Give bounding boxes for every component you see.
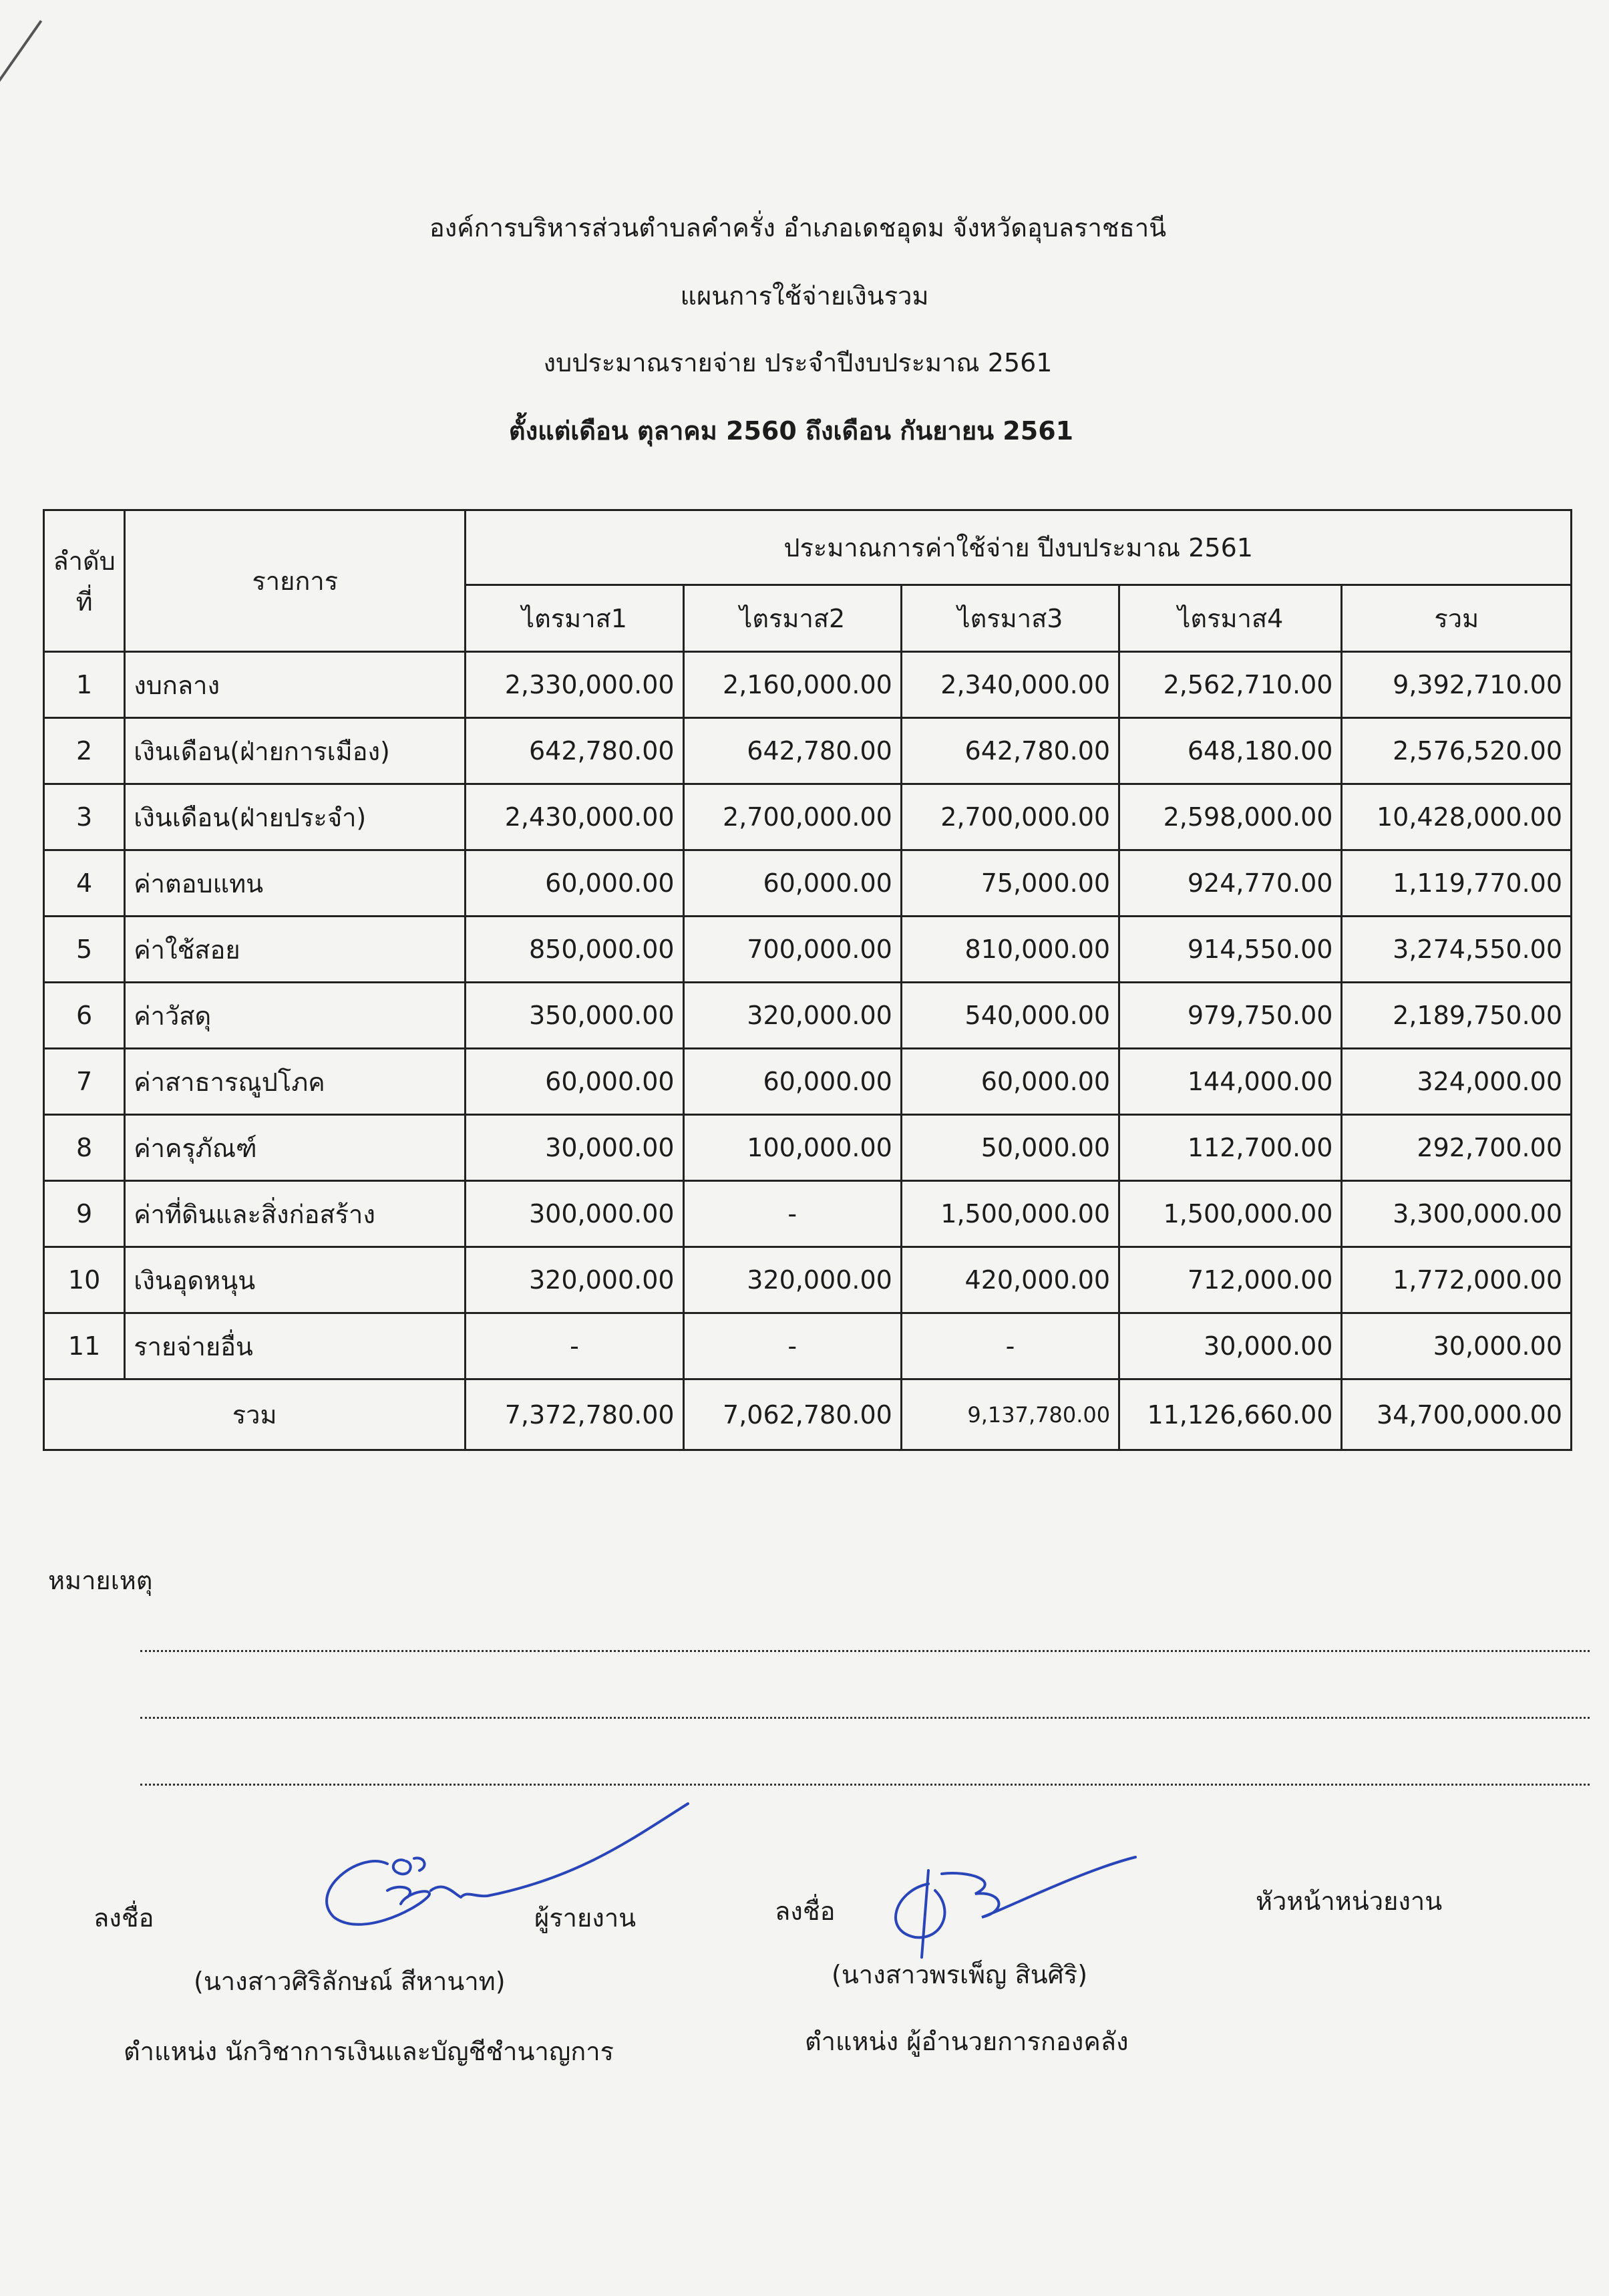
q3-cell: 540,000.00 xyxy=(901,983,1119,1049)
q1-cell: 60,000.00 xyxy=(466,1049,683,1115)
pen-mark xyxy=(0,20,42,81)
q1-cell: 642,780.00 xyxy=(466,718,683,784)
q3-cell: 2,340,000.00 xyxy=(901,652,1119,718)
row-number: 6 xyxy=(44,983,125,1049)
row-number: 9 xyxy=(44,1181,125,1247)
table-row xyxy=(44,1181,1572,1247)
total-cell: 292,700.00 xyxy=(1342,1115,1572,1181)
quarter-header: ไตรมาส3 xyxy=(901,585,1119,652)
q3-cell: - xyxy=(901,1313,1119,1379)
right-role: หัวหน้าหน่วยงาน xyxy=(1256,1887,1443,1916)
q4-cell: 648,180.00 xyxy=(1119,718,1342,784)
q1-cell: 60,000.00 xyxy=(466,850,683,917)
col-item-header: รายการ xyxy=(125,510,466,652)
total-cell: 10,428,000.00 xyxy=(1342,784,1572,850)
period-line: ตั้งแต่เดือน ตุลาคม 2560 ถึงเดือน กันยายน 2561 xyxy=(508,416,1074,446)
table-row xyxy=(44,983,1572,1049)
total-row xyxy=(44,1379,1572,1450)
q1-cell: - xyxy=(466,1313,683,1379)
total-cell: 3,300,000.00 xyxy=(1342,1181,1572,1247)
q4-cell: 712,000.00 xyxy=(1119,1247,1342,1313)
row-number: 11 xyxy=(44,1313,125,1379)
right-position: ตำแหน่ง ผู้อำนวยการกองคลัง xyxy=(805,2027,1129,2056)
row-item: เงินเดือน(ฝ่ายการเมือง) xyxy=(125,718,466,784)
q2-cell: 642,780.00 xyxy=(683,718,901,784)
total-cell: 9,392,710.00 xyxy=(1342,652,1572,718)
q1-cell: 350,000.00 xyxy=(466,983,683,1049)
table-header-row xyxy=(44,510,1572,585)
q3-cell: 75,000.00 xyxy=(901,850,1119,917)
right-sign-label: ลงชื่อ xyxy=(775,1897,836,1926)
quarter-header: ไตรมาส4 xyxy=(1119,585,1342,652)
total-label: รวม xyxy=(44,1379,466,1450)
budget-line: งบประมาณรายจ่าย ประจำปีงบประมาณ 2561 xyxy=(543,348,1053,377)
q4-cell: 30,000.00 xyxy=(1119,1313,1342,1379)
row-item: ค่าครุภัณฑ์ xyxy=(125,1115,466,1181)
q2-cell: - xyxy=(683,1181,901,1247)
left-role: ผู้รายงาน xyxy=(534,1903,637,1933)
q3-cell: 60,000.00 xyxy=(901,1049,1119,1115)
left-name: (นางสาวศิริลักษณ์ สีหานาท) xyxy=(194,1967,506,1996)
table-row xyxy=(44,917,1572,983)
q3-cell: 50,000.00 xyxy=(901,1115,1119,1181)
row-number: 1 xyxy=(44,652,125,718)
right-name: (นางสาวพรเพ็ญ สินศิริ) xyxy=(832,1960,1088,1989)
row-number: 7 xyxy=(44,1049,125,1115)
row-number: 8 xyxy=(44,1115,125,1181)
q2-cell: 320,000.00 xyxy=(683,983,901,1049)
row-item: งบกลาง xyxy=(125,652,466,718)
q1-cell: 320,000.00 xyxy=(466,1247,683,1313)
col-no-header: ลำดับที่ xyxy=(44,510,125,652)
table-row xyxy=(44,718,1572,784)
row-number: 4 xyxy=(44,850,125,917)
q4-cell: 144,000.00 xyxy=(1119,1049,1342,1115)
row-item: ค่าวัสดุ xyxy=(125,983,466,1049)
budget-table xyxy=(43,509,1572,1451)
q1-cell: 2,330,000.00 xyxy=(466,652,683,718)
row-number: 3 xyxy=(44,784,125,850)
left-sign-label: ลงชื่อ xyxy=(94,1903,154,1933)
q2-cell: 2,160,000.00 xyxy=(683,652,901,718)
q2-cell: 60,000.00 xyxy=(683,850,901,917)
left-signature xyxy=(287,1797,701,1951)
q2-cell: 700,000.00 xyxy=(683,917,901,983)
quarter-header: ไตรมาส1 xyxy=(466,585,683,652)
row-item: ค่าที่ดินและสิ่งก่อสร้าง xyxy=(125,1181,466,1247)
table-row xyxy=(44,1049,1572,1115)
q2-total: 7,062,780.00 xyxy=(683,1379,901,1450)
row-number: 2 xyxy=(44,718,125,784)
row-item: เงินอุดหนุน xyxy=(125,1247,466,1313)
left-position: ตำแหน่ง นักวิชาการเงินและบัญชีชำนาญการ xyxy=(124,2037,614,2066)
table-row xyxy=(44,1115,1572,1181)
row-number: 5 xyxy=(44,917,125,983)
total-cell: 324,000.00 xyxy=(1342,1049,1572,1115)
remark-line xyxy=(140,1784,1590,1786)
q4-cell: 2,562,710.00 xyxy=(1119,652,1342,718)
q3-cell: 1,500,000.00 xyxy=(901,1181,1119,1247)
q3-cell: 810,000.00 xyxy=(901,917,1119,983)
q1-cell: 300,000.00 xyxy=(466,1181,683,1247)
q2-cell: 100,000.00 xyxy=(683,1115,901,1181)
org-name: องค์การบริหารส่วนตำบลคำครั่ง อำเภอเดชอุดม จังหวัดอุบลราชธานี xyxy=(429,213,1167,242)
table-row xyxy=(44,1247,1572,1313)
q2-cell: 2,700,000.00 xyxy=(683,784,901,850)
total-header: รวม xyxy=(1342,585,1572,652)
grand-total: 34,700,000.00 xyxy=(1342,1379,1572,1450)
remark-line xyxy=(140,1717,1590,1719)
table-row xyxy=(44,784,1572,850)
plan-title: แผนการใช้จ่ายเงินรวม xyxy=(680,281,929,311)
total-cell: 2,189,750.00 xyxy=(1342,983,1572,1049)
total-cell: 1,772,000.00 xyxy=(1342,1247,1572,1313)
q3-cell: 2,700,000.00 xyxy=(901,784,1119,850)
total-cell: 3,274,550.00 xyxy=(1342,917,1572,983)
q3-cell: 642,780.00 xyxy=(901,718,1119,784)
row-number: 10 xyxy=(44,1247,125,1313)
total-cell: 30,000.00 xyxy=(1342,1313,1572,1379)
table-row xyxy=(44,652,1572,718)
remark-line xyxy=(140,1650,1590,1652)
quarter-header: ไตรมาส2 xyxy=(683,585,901,652)
row-item: เงินเดือน(ฝ่ายประจำ) xyxy=(125,784,466,850)
row-item: รายจ่ายอื่น xyxy=(125,1313,466,1379)
row-item: ค่าตอบแทน xyxy=(125,850,466,917)
q3-cell: 420,000.00 xyxy=(901,1247,1119,1313)
q2-cell: 60,000.00 xyxy=(683,1049,901,1115)
q4-cell: 1,500,000.00 xyxy=(1119,1181,1342,1247)
total-cell: 2,576,520.00 xyxy=(1342,718,1572,784)
q2-cell: - xyxy=(683,1313,901,1379)
q1-cell: 2,430,000.00 xyxy=(466,784,683,850)
q3-total: 9,137,780.00 xyxy=(901,1379,1119,1450)
q1-cell: 30,000.00 xyxy=(466,1115,683,1181)
q4-cell: 914,550.00 xyxy=(1119,917,1342,983)
table-row xyxy=(44,850,1572,917)
q4-cell: 112,700.00 xyxy=(1119,1115,1342,1181)
group-header: ประมาณการค่าใช้จ่าย ปีงบประมาณ 2561 xyxy=(466,510,1572,585)
total-cell: 1,119,770.00 xyxy=(1342,850,1572,917)
remark-label: หมายเหตุ xyxy=(48,1566,153,1595)
row-item: ค่าใช้สอย xyxy=(125,917,466,983)
q4-cell: 2,598,000.00 xyxy=(1119,784,1342,850)
q1-total: 7,372,780.00 xyxy=(466,1379,683,1450)
q1-cell: 850,000.00 xyxy=(466,917,683,983)
table-row xyxy=(44,1313,1572,1379)
right-signature xyxy=(868,1844,1149,1964)
q4-cell: 924,770.00 xyxy=(1119,850,1342,917)
row-item: ค่าสาธารณูปโภค xyxy=(125,1049,466,1115)
q2-cell: 320,000.00 xyxy=(683,1247,901,1313)
q4-total: 11,126,660.00 xyxy=(1119,1379,1342,1450)
q4-cell: 979,750.00 xyxy=(1119,983,1342,1049)
